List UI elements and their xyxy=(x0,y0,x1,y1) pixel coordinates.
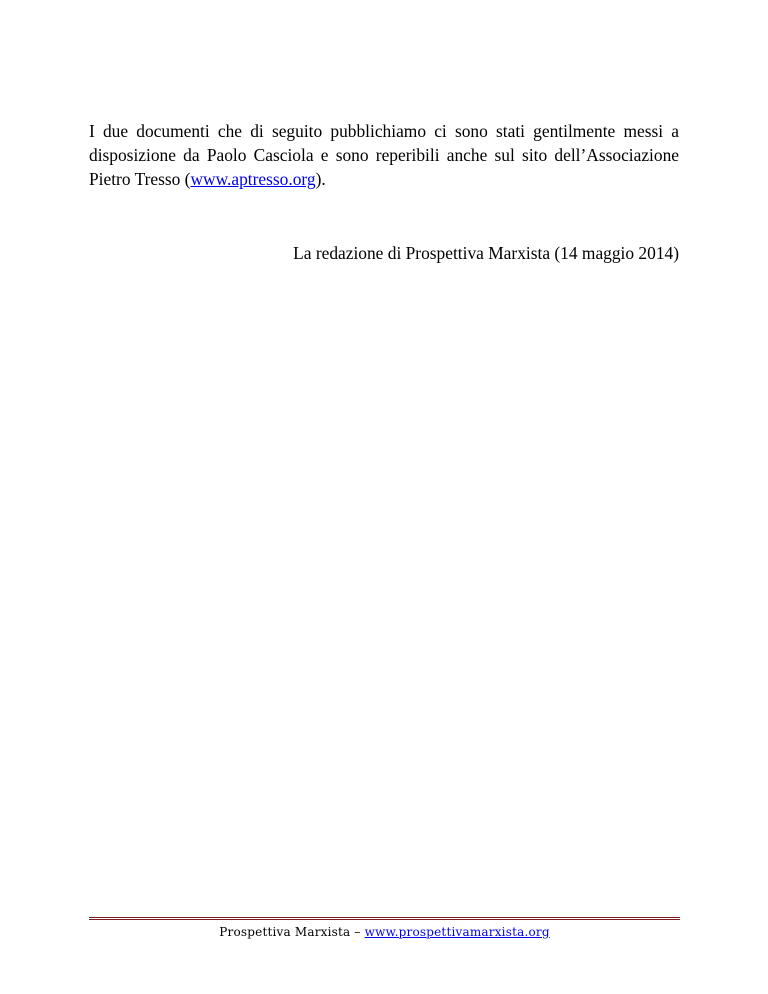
footer-website-link[interactable]: www.prospettivamarxista.org xyxy=(364,925,550,939)
footer-publication-name: Prospettiva Marxista – xyxy=(219,925,365,939)
intro-paragraph xyxy=(89,119,679,191)
footer-divider xyxy=(89,917,680,920)
paragraph-text-end: ). xyxy=(315,169,326,189)
page-footer xyxy=(89,924,680,940)
paragraph-text-start: I due documenti che di seguito pubblichiamo ci sono stati gentilmente messi a disposizione da Paolo Casciola e sono reperibili anche sul sito dell’Associazione Pietro Tresso ( xyxy=(89,121,679,189)
aptresso-link[interactable]: www.aptresso.org xyxy=(190,169,316,189)
editorial-signature: La redazione di Prospettiva Marxista (14 maggio 2014) xyxy=(293,243,679,263)
